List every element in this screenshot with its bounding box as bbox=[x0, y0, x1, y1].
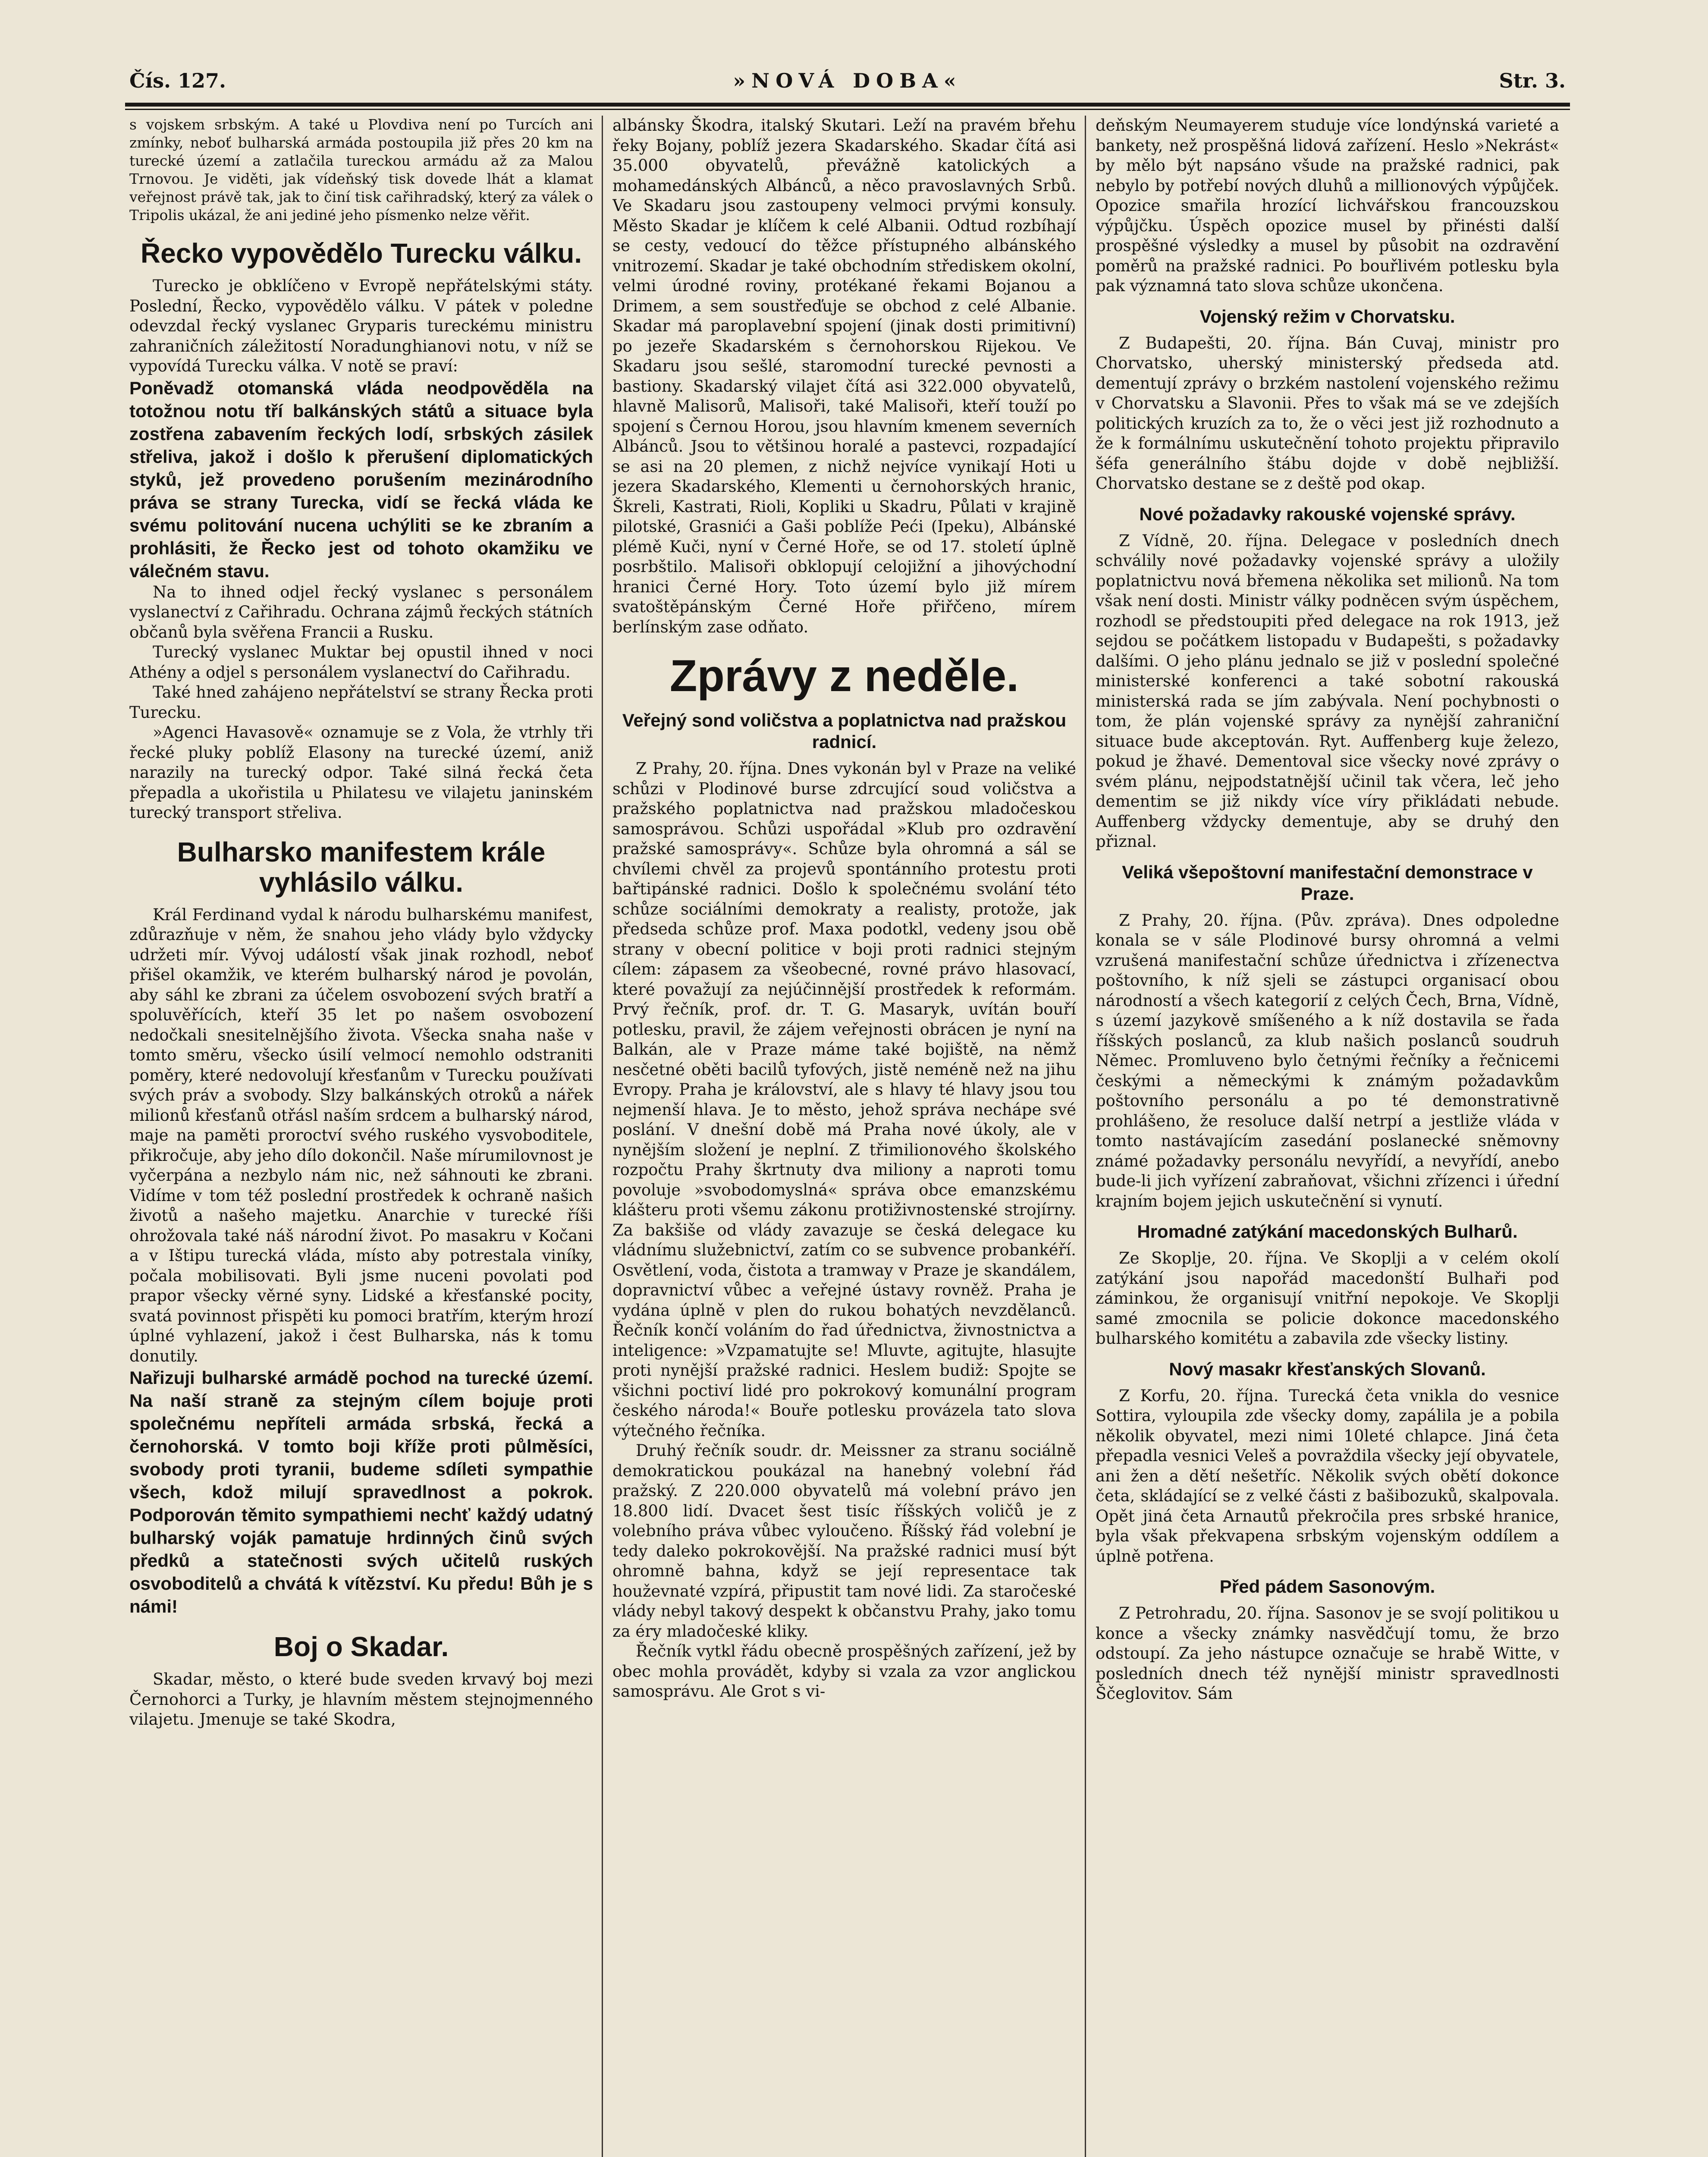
article-continuation: s vojskem srbským. A také u Plovdiva není po Turcích ani zmínky, neboť bulharská armáda postoupila již přes 20 km na turecké území a zatlačila tureckou armádu až za Malou Trnovou. Je viděti, jak vídeňský tisk dovede lhát a klamat veřejnost právě tak, jak to činí tisk cařihradský, který za válek o Tripolis ukázal, že ani jediné jeho písmenko nelze věřit. bbox=[129, 116, 593, 223]
headline-croatia: Vojenský režim v Chorvatsku. bbox=[1199, 306, 1455, 327]
paragraph: Z Korfu, 20. října. Turecká četa vnikla do vesnice Sottira, vyloupila zde všecky domy, zapálila je a pobila několik obyvatel, mezi nimi 10leté chlapce. Jiná četa přepadla vesnici Veleš a povraždila všecky její obyvatele, ani žen a dětí nešetříc. Několik svých obětí dokonce četa, skládající se z velké části z bašibozuků, skalpovala. Opět jiná četa Arnautů překročila pres srbské hranice, byla však překvapena srbským vojenským oddílem a úplně potřena. bbox=[1096, 1386, 1559, 1566]
paragraph: Z Petrohradu, 20. října. Sasonov je se svojí politikou u konce a všecky známky nasvědčují tomu, že brzo odstoupí. Za jeho nástupce označuje se hrabě Witte, v posledních dnech též nynější ministr spravedlnosti Ščeglovitov. Sám bbox=[1096, 1604, 1559, 1703]
masthead bbox=[129, 69, 1566, 100]
paragraph: Z Vídně, 20. října. Delegace v posledních dnech schválily nové požadavky vojenské správy a uložily poplatnictvu nová břemena několika set milionů. Na tom však není dosti. Ministr války podněcen svým úspěchem, rozhodl se předstoupiti před delegace na rok 1913, jež sejdou se počátkem listopadu v Budapešti, s požadavky dalšími. O jeho plánu jednalo se již v poslední společné ministerské konferenci a také sobotní rakouská ministerská rada se jím zabývala. Není pochybnosti o tom, že plán vojenské správy za nynější zahraniční situace bude akceptován. Ryt. Auffenberg kuje železo, pokud je žhavé. Dementoval sice všecky nové zprávy o svém plánu, nejpodstatnější učinil tak včera, leč jeho dementim se již nikdy více víry přikládati nebude. Auffenberg vždycky dementuje, aby se druhý den přiznal. bbox=[1096, 531, 1559, 851]
column-divider bbox=[602, 116, 603, 2157]
headline-sasonov: Před pádem Sasonovým. bbox=[1219, 1576, 1435, 1597]
paragraph: Řečník vytkl řádu obecně prospěšných zařízení, jež by obec mohla provádět, kdyby si vzala za vzor anglickou samosprávu. Ale Grot s vi- bbox=[612, 1642, 1076, 1701]
header-rule-thin bbox=[125, 109, 1570, 110]
paragraph: Král Ferdinand vydal k národu bulharskému manifest, zdůrazňuje v něm, že snahou jeho vlády bylo vždycky udržeti mír. Vývoj událostí však jinak rozhodl, neboť přišel okamžik, ve kterém bulharský národ je povolán, aby sáhl ke zbrani za účelem osvobození svých bratří a spoluvěřících, kteří 35 let po našem osvobození nedočkali snesitelnějšího života. Všecka snaha naše v tomto směru, všecko úsilí velmocí nemohlo odstraniti poměry, které nedovolují křesťanům v Turecku používati svých práv a svobody. Slzy balkánských otroků a nářek milionů křesťanů otřásl naším srdcem a bulharský národ, maje na paměti proroctví svého ruského vysvoboditele, přikročuje, aby jeho dílo dokončil. Naše mírumilovnost je vyčerpána a nezbylo nám nic, než sáhnouti ke zbrani. Vidíme v tom též poslední prostředek k ochraně našich životů a našeho majetku. Anarchie v turecké říši ohrožovala také náš národní život. Po masakru v Kočani a v Ištipu turecká vláda, místo aby potrestala viníky, počala mobilisovati. Byli jsme nuceni povolati pod prapor všecky věrné syny. Lidské a křesťanské pocity, svatá povinnost přispěti ku pomoci bratřím, kterým hrozí úplné vyhlazení, jakož i čest Bulharska, nás k tomu donutily. bbox=[129, 905, 593, 1365]
paragraph: Skadar, město, o které bude sveden krvavý boj mezi Černohorci a Turky, je hlavním městem stejnojmenného vilajetu. Jmenuje se také Skodra, bbox=[129, 1670, 593, 1729]
column-1 bbox=[129, 116, 593, 2157]
headline-skadar: Boj o Skadar. bbox=[273, 1631, 449, 1662]
header-rule-thick bbox=[125, 103, 1570, 107]
column-divider bbox=[1085, 116, 1086, 2157]
paragraph: Na to ihned odjel řecký vyslanec s personálem vyslanectví z Cařihradu. Ochrana zájmů řeckých státních občanů byla svěřena Francii a Rusku. bbox=[129, 582, 593, 641]
section-headline-sunday: Zprávy z neděle. bbox=[669, 651, 1019, 701]
emphasized-note: Poněvadž otomanská vláda neodpověděla na totožnou notu tří balkánských států a situace byla zostřena zabavením řeckých lodí, srbských zásilek střeliva, jakož i došlo k přerušení diplomatických styků, jež provedeno porušením mezinárodního práva se strany Turecka, vidí se řecká vláda ke svému politování nucena uchýliti se ke zbraním a prohlásiti, že Řecko jest od tohoto okamžiku ve válečném stavu. bbox=[129, 377, 593, 581]
article-continuation: albánsky Škodra, italský Skutari. Leží na pravém břehu řeky Bojany, poblíž jezera Skadarského. Skadar čítá asi 35.000 obyvatelů, převážně katolických a mohamedánských Albánců, a něco pravoslavných Srbů. Ve Skadaru jsou zastoupeny velmoci prvými konsuly. Město Skadar je klíčem k celé Albanii. Odtud rozbíhají se cesty, vedoucí do těžce přístupného albánského vnitrozemí. Skadar je také obchodním střediskem okolní, velmi úrodné roviny, protékané řekami Bojanou a Drimem, a sem soustřeďuje se obchod z celé Albanie. Skadar má paroplavební spojení (jinak dosti primitivní) po jezeře Skadarském s černohorskou Rijekou. Ve Skadaru jsou sešlé, staromodní turecké pevnosti a bastiony. Skadarský vilajet čítá asi 322.000 obyvatelů, hlavně Malisorů, Malisoři, také Malisoři, kteří touží po spojení s Černou Horou, jsou hlavním kmenem severních Albánců. Jsou to většinou horalé a pastevci, rozpadající se asi na 20 plemen, z nichž nejvíce vynikají Hoti u jezera Skadarského, Klementi u černohorských hranic, Škreli, Kastrati, Rioli, Kopliki u Skadru, Půlati v krajině pilotské, Grasnići a Gaši poblíže Peći (Ipeku), Albánské plémě Kuči, nyní v Černé Hoře, se od 17. století úplně posrbštilo. Malisoři obklopují celojižní a jihovýchodní hranici Černé Hory. Toto území bylo již mírem svatoštěpánským Černé Hoře přiřčeno, mírem berlínským zase odňato. bbox=[612, 116, 1076, 636]
paragraph: Druhý řečník soudr. dr. Meissner za stranu sociálně demokratickou poukázal na hanebný volební řád pražský. Z 220.000 obyvatelů má volební právo jen 18.800 lidí. Dvacet šest tisíc říšských voličů je z volebního práva vůbec vyloučeno. Říšský řád volební je tedy daleko pokrokovější. Na pražské radnici musí být ohromně bahna, když se její representace tak houževnaté vzpírá, připustit tam nové lidi. Za staročeské vlády nebyl takový despekt k občanstvu Prahy, jako tomu za éry mladočeské kliky. bbox=[612, 1441, 1076, 1641]
paragraph: Z Prahy, 20. října. Dnes vykonán byl v Praze na veliké schůzi v Plodinové burse zdrcující soud voličstva a pražského poplatnictva nad pražskou mladočeskou samosprávou. Schůzi uspořádal »Klub pro ozdravění pražské samosprávy«. Schůze byla ohromná a sál se chvílemi chvěl za projevů spontánního protestu proti bařtipánské radnici. Došlo k společnému svolání této schůze sociálními demokraty a realisty, protože, jak předseda schůze prof. Maxa podotkl, vedeny jsou obě strany v obecní politice v boji proti radnici stejným cílem: zápasem za všeobecné, rovné právo hlasovací, které považují za nejúčinnější prostředek k reformám. Prvý řečník, prof. dr. T. G. Masaryk, uvítán bouří potlesku, pravil, že zájem veřejnosti obrácen je nyní na Balkán, ale v Praze máme také bojiště, na němž nesčetné oběti bacilů tyfových, jistě neméně než na jihu Evropy. Praha je království, ale s hlavy té hlavy jsou tou nejmenší hlava. Je to město, jehož správa nechápe své poslání. V dnešní době má Praha nové úkoly, ale v nynějším složení je neplní. Z třimilionového školského rozpočtu Prahy škrtnuty dva miliony a naproti tomu povoluje »svobodomyslná« správa obce emanzskému klášteru proti všemu zákonu protiživnostenské strojírny. Za bakšiše od vlády zavazuje se česká delegace ku vládnímu služebnictví, zatím co se subvence probankéří. Osvětlení, voda, čistota a tramway v Praze je skandálem, dopravnictví vůbec a veřejné ústavy rovněž. Praha je vydána úplně v plen do rukou bohatých nevzdělanců. Řečník končí voláním do řad úřednictva, živnostnictva a inteligence: »Vzpamatujte se! Mluvte, agitujte, hlasujte proti nynější pražské radnici. Heslem budiž: Spojte se všichni poctiví lidé pro pokrokový komunální program českého národa!« Bouře potlesku provázela tato slova výtečného řečníka. bbox=[612, 759, 1076, 1440]
article-continuation: deňským Neumayerem studuje více londýnská varieté a bankety, než prospěšná lidová zařízení. Heslo »Nekrást« by mělo být napsáno všude na pražské radnici, pak nebylo by potřebí nových dluhů a millionových výpůjček. Opozice smařila hrozící lichvářskou francouzskou výpůjčku. Úspěch opozice musel by přinésti další prospěšné výsledky a musel by působit na ozdravění poměrů na pražské radnici. Po bouřlivém potlesku byla pak významná tato slova schůze ukončena. bbox=[1096, 116, 1559, 295]
newspaper-title: »NOVÁ DOBA« bbox=[733, 69, 962, 92]
column-2 bbox=[612, 116, 1076, 2157]
paragraph: Z Prahy, 20. října. (Pův. zpráva). Dnes odpoledne konala se v sále Plodinové bursy ohromná a velmi vzrušená manifestační schůze úřednictva i zřízenectva poštovního, k níž sjeli se zástupci organisací obou národností a všech kategorií z celých Čech, Brna, Vídně, s území jazykově smíšeného a k níž dostavila se řada říšských poslanců, za klub našich poslanců soudruh Němec. Promluveno bylo četnými řečníky a řečnicemi českými a německými k známým požadavkům poštovního personálu a po té demonstrativně prohlášeno, že resoluce další netrpí a jestliže vláda v tomto nastávajícím zasedání poslanecké sněmovny známé požadavky personálu nevyřídí, a nevyřídí, anebo bude-li jich vyřízení zabraňovat, všichni zřízenci i úřední krajním bojem jejich uskutečnění si vynutí. bbox=[1096, 911, 1559, 1211]
paragraph: Turecko je obklíčeno v Evropě nepřátelskými státy. Poslední, Řecko, vypovědělo válku. V pátek v poledne odevzdal řecký vyslanec Gryparis tureckému ministru zahraničních záležitostí Noradunghianovi notu, v níž se vypovídá Turecku válka. V notě se praví: bbox=[129, 277, 593, 375]
headline-assembly: Veřejný sond voličstva a poplatnictva nad pražskou radnicí. bbox=[622, 710, 1067, 752]
column-3 bbox=[1096, 116, 1559, 2157]
headline-bulgaria: Bulharsko manifestem krále vyhlásilo válku. bbox=[177, 836, 546, 898]
issue-number: Čís. 127. bbox=[129, 69, 226, 92]
headline-greece: Řecko vypovědělo Turecku válku. bbox=[140, 238, 582, 269]
paragraph: Také hned zahájeno nepřátelství se strany Řecka proti Turecku. bbox=[129, 683, 593, 722]
paragraph: »Agenci Havasově« oznamuje se z Vola, že vtrhly tři řecké pluky poblíž Elasony na turecké území, aniž narazily na turecký odpor. Také silná řecká četa přepadla a ukořistila u Philatesu ve vilajetu janinském turecký transport střeliva. bbox=[129, 723, 593, 822]
paragraph: Turecký vyslanec Muktar bej opustil ihned v noci Athény a odjel s personálem vyslanectví do Cařihradu. bbox=[129, 643, 593, 682]
headline-army: Nové požadavky rakouské vojenské správy. bbox=[1139, 503, 1516, 524]
page-number: Str. 3. bbox=[1499, 69, 1566, 92]
headline-postal: Veliká všepoštovní manifestační demonstrace v Praze. bbox=[1122, 862, 1533, 904]
paragraph: Z Budapešti, 20. října. Bán Cuvaj, ministr pro Chorvatsko, uherský ministerský předseda atd. dementují zprávy o brzkém nastolení vojenského režimu v Chorvatsku a Slavonii. Přes to však má se ve zdejších politických kruzích za to, že o věci jest již rozhodnuto a že k formálnímu uskutečnění tohoto projektu připravilo šéfa generálního štábu dojde v době nejbližší. Chorvatsko destane se z deště pod okap. bbox=[1096, 333, 1559, 493]
headline-massacre: Nový masakr křesťanských Slovanů. bbox=[1169, 1358, 1486, 1379]
headline-macedonian: Hromadné zatýkání macedonských Bulharů. bbox=[1137, 1221, 1518, 1242]
emphasized-manifesto: Nařizuji bulharské armádě pochod na turecké území. Na naší straně za stejným cílem bojuje proti společnému nepříteli armáda srbská, řecká a černohorská. V tomto boji kříže proti půlměsíci, svobody proti tyranii, budeme sdíleti sympathie všech, kdož milují spravedlnost a pokrok. Podporován těmito sympathiemi nechť každý udatný bulharský voják pamatuje hrdinných činů svých předků a statečnosti svých učitelů ruských osvoboditelů a chvátá k vítězství. Ku předu! Bůh je s námi! bbox=[129, 1368, 593, 1616]
paragraph: Ze Skoplje, 20. října. Ve Skoplji a v celém okolí zatýkání jsou napořád macedonští Bulhaři pod záminkou, že organisují vnitřní nepokoje. Ve Skoplji samé zmocnila se policie dokonce macedonského bulharského komitétu a zabavila zde všecky listiny. bbox=[1096, 1249, 1559, 1348]
